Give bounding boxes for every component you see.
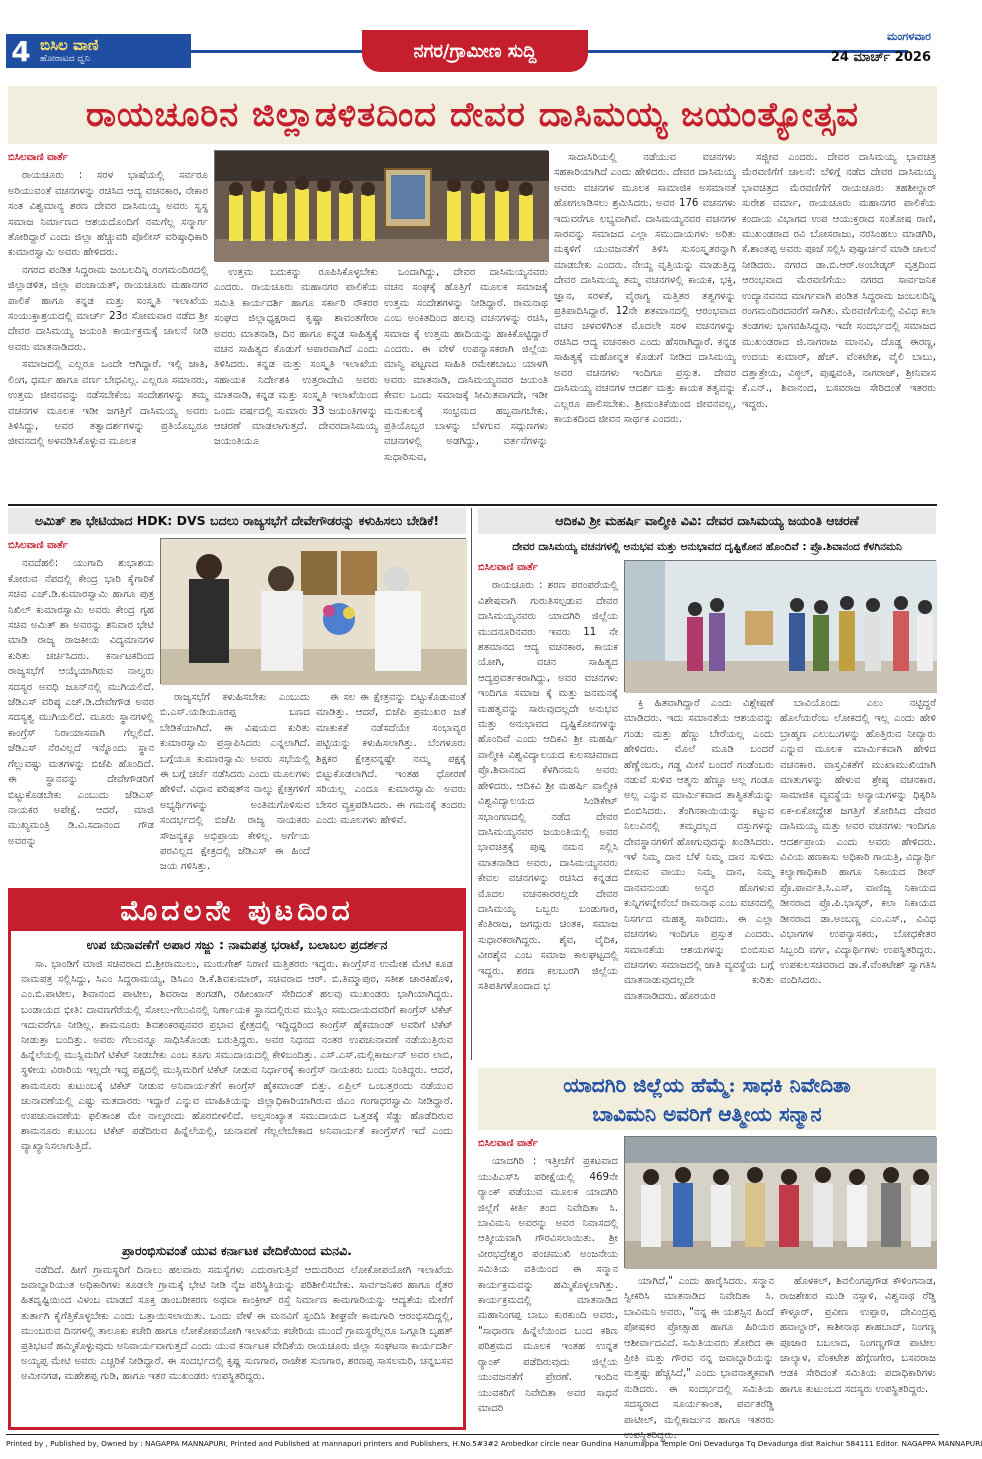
continued-box bbox=[8, 888, 466, 1430]
dateline bbox=[831, 30, 931, 65]
day-label: ಮಂಗಳವಾರ bbox=[886, 30, 931, 43]
story1-paragraph: ರಾಯಚೂರು : ಸರಳ ಭಾಷೆಯಲ್ಲಿ ಸರ್ವರೂ ಅರಿಯುವಂತೆ ವಚನಗಳನ್ನು ರಚಿಸಿದ ಆದ್ಯ ವಚನಕಾರ, ನೇಕಾರ ಸಂತ ವಿಶ್ವಮಾನ್ಯ ಶರಣ ದೇವರ ದಾಸಿಮಯ್ಯ ಅವರು ಸ್ವಸ್ಥ ಸಮಾಜ ನಿರ್ಮಾಣದ ಆಶಯದೊಂದಿಗೆ ನಮಗೆಲ್ಲ ಸನ್ಮಾರ್ಗ ತೋರಿದ್ದಾರೆ ಎಂದು ಜಿಲ್ಲಾ ಹೆಚ್ಚುವರಿ ಪೊಲೀಸ್ ವರಿಷ್ಠಾಧಿಕಾರಿ ಕುಮಾರಸ್ವಾಮಿ ಅವರು ಹೇಳಿದರು. bbox=[8, 170, 208, 259]
story4-headline-line2: ಬಾವಿಮನಿ ಅವರಿಗೆ ಆತ್ಮೀಯ ಸನ್ಮಾನ bbox=[592, 1102, 822, 1126]
story1-col4 bbox=[554, 150, 736, 500]
masthead bbox=[0, 0, 945, 84]
story2-byline: ಬಿಸಿಲವಾಣಿ ವಾರ್ತೆ bbox=[8, 540, 68, 551]
story3-headline: ಆದಿಕವಿ ಶ್ರೀ ಮಹರ್ಷಿ ವಾಲ್ಮೀಕಿ ವಿವಿ: ದೇವರ ದಾಸಿಮಯ್ಯ ಜಯಂತಿ ಆಚರಣೆ bbox=[478, 508, 936, 534]
story3-subheading: ದೇವರ ದಾಸಿಮಯ್ಯ ವಚನಗಳಲ್ಲಿ ಅನುಭವ ಮತ್ತು ಅನುಭಾವದ ದೃಷ್ಟಿಕೋನ ಹೊಂದಿವೆ : ಪ್ರೊ.ಶಿವಾನಂದ ಕೆಳಗಿನಮನಿ bbox=[512, 540, 902, 553]
story4-col3 bbox=[780, 1274, 936, 1430]
story1-paragraph: ಸಮಾಜದಲ್ಲಿ ಎಲ್ಲರೂ ಒಂದೇ ಆಗಿದ್ದಾರೆ. ಇಲ್ಲಿ ಜಾತಿ, ಲಿಂಗ, ಧರ್ಮ ಹಾಗೂ ವರ್ಣ ಬೇಧವಿಲ್ಲ. ಎಲ್ಲರೂ ಸಮಾನರು, ಉತ್ತಮ ಜೀವನವನ್ನು ನಡೆಸಬೇಕೆಂಬ ಸಂದೇಶಗಳನ್ನು ತಮ್ಮ ವಚನಗಳ ಮೂಲಕ ಇಡೀ ಜಗತ್ತಿಗೆ ದಾಸಿಮಯ್ಯ ಅವರು ತಿಳಿಸಿದ್ದು, ಅವರ ತತ್ವಾದರ್ಶಗಳನ್ನು ಪ್ರತಿಯೊಬ್ಬರೂ ಜೀವನದಲ್ಲಿ ಅಳವಡಿಸಿಕೊಳ್ಳುವ ಮೂಲಕ bbox=[8, 359, 208, 448]
story2-col1 bbox=[8, 538, 154, 880]
university-event-photo-icon bbox=[625, 561, 937, 693]
story4-paragraph: ಯಾಗಿದೆ," ಎಂದು ಹಾರೈಸಿದರು. ಸನ್ಮಾನ ಸ್ವೀಕರಿಸಿ ಮಾತನಾಡಿದ ನಿವೇದಿತಾ ಸಿ. ಬಾವಿಮನಿ ಅವರು, "ನನ್ನ ಈ ಯಶಸ್ಸಿನ ಹಿಂದೆ ಪೋಷಕರ ಪ್ರೋತ್ಸಾಹ ಹಾಗೂ ಹಿರಿಯರ ಆಶೀರ್ವಾದವಿದೆ. ಸಮಿತಿಯವರು ತೋರಿದ ಈ ಪ್ರೀತಿ ಮತ್ತು ಗೌರವ ನನ್ನ ಜವಾಬ್ದಾರಿಯನ್ನು ಮತ್ತಷ್ಟು ಹೆಚ್ಚಿಸಿದೆ," ಎಂದು ಭಾವನಾತ್ಮಕವಾಗಿ ನುಡಿದರು. ಈ ಸಂದರ್ಭದಲ್ಲಿ ಸಮಿತಿಯ ಸದಸ್ಯರಾದ ಸೂರ್ಯಕಾಂತ, ಪರ್ವತರೆಡ್ಡಿ ಪಾಟೀಲ್, ಮಲ್ಲಿಕಾರ್ಜುನ ಹಾಗೂ ಇತರರು ಉಪಸ್ಥಿತರಿದ್ದರು. bbox=[624, 1276, 774, 1442]
story1-byline: ಬಿಸಿಲವಾಣಿ ವಾರ್ತೆ bbox=[8, 152, 68, 163]
page-number: 4 bbox=[6, 35, 36, 68]
box-title: ಮೊದಲನೇ ಪುಟದಿಂದ bbox=[11, 891, 463, 931]
brand-tagline: ಹೋರಾಟದ ಧ್ವನಿ bbox=[40, 54, 90, 64]
story4-col2 bbox=[624, 1274, 774, 1442]
story2-col2 bbox=[160, 690, 310, 880]
story2-col3 bbox=[316, 690, 466, 880]
story3-paragraph: ಬಾವಿಯೊಂದು ಎಲು ನಟ್ಟಿದ್ದರೆ ಹೊಲೆಯರೆಂಬ ಲೋಕದಲ್ಲಿ ಇಲ್ಲ ಎಂದು ಹೇಳಿ ಬ್ರಾಹ್ಮಣ ಎಲುಬುಗಳನ್ನು ಹೊತ್ತಿರುವ ನೀವ್ಯಾರು ಎನ್ನುವ ಮೂಲಕ ಮಾರ್ಮಿಕವಾಗಿ ಹೇಳಿದ ವಚನಕಾರ. ವಾಸ್ತವಿಕತೆಗೆ ಮುಖಾಮುಖಿಯಾಗಿ ಮಾತುಗಳನ್ನು ಹೇಳುವ ಶ್ರೇಷ್ಠ ವಚನಕಾರ. ಸಾಮಾಜಿಕ ವ್ಯವಸ್ಥೆಯ ಅನ್ಯಾಯಗಳನ್ನು ಧಿಕ್ಕರಿಸಿ ಏಕ-ಏಕೋದ್ದೇಶ ಜಗತ್ತಿಗೆ ತೋರಿಸಿದ ದೇವರ ದಾಸಿಮಯ್ಯ ಮತ್ತು ಅವರ ವಚನಗಳು ಇಂದಿಗೂ ಆದರ್ಶಪ್ರಾಯ ಎಂದು ಅವರು ಹೇಳಿದರು. ವಿವಿಯ ಹಣಕಾಸು ಅಧಿಕಾರಿ ಗಾಯತ್ರಿ, ವಿದ್ಯಾರ್ಥಿ ಕಲ್ಯಾಣಾಧಿಕಾರಿ ಹಾಗೂ ನಿಕಾಯದ ಡೀನ್ ಪ್ರೊ.ಪಾರ್ವತಿ.ಸಿ.ಎಸ್, ವಾಣಿಜ್ಯ ನಿಕಾಯದ ಡೀನರಾದ ಪ್ರೊ.ಪಿ.ಭಾಸ್ಕರ್, ಕಲಾ ನಿಕಾಯದ ಡೀನರಾದ ಡಾ.ಅಂಬಣ್ಣ ಎಂ.ಎಸ್., ವಿವಿಧ ವಿಭಾಗಗಳ ಉಪನ್ಯಾಸಕರು, ಬೋಧಕೇತರ ಸಿಬ್ಬಂದಿ ವರ್ಗ, ವಿದ್ಯಾರ್ಥಿಗಳು ಉಪಸ್ಥಿತರಿದ್ದರು. ಉಪಕುಲಸಚಿವರಾದ ಡಾ.ಕೆ.ವೆಂಕಟೇಶ್ ಸ್ವಾಗತಿಸಿ ವಂದಿಸಿದರು. bbox=[780, 698, 936, 987]
story1-headline: ರಾಯಚೂರಿನ ಜಿಲ್ಲಾಡಳಿತದಿಂದ ದೇವರ ದಾಸಿಮಯ್ಯ ಜಯಂತ್ಯೋತ್ಸವ bbox=[8, 86, 937, 144]
story3-col1 bbox=[478, 560, 618, 1060]
meeting-photo-icon bbox=[161, 539, 467, 685]
story3-col2 bbox=[624, 696, 774, 1060]
box-paragraph: ಸಾ. ಭಾಂಡಿಗೆ ಮಾಜಿ ಸಚಿವರಾದ ಬಿ.ಶ್ರೀರಾಮುಲು, ಮುರುಗೇಶ್ ನಿರಾಣಿ ಮತ್ತಿತರರು ಇದ್ದರು. ಕಾಂಗ್ರೆಸ್‌ನ ಉಮೇಶ ಮೇಟಿ ಕೂಡ ನಾಮಪತ್ರ ಸಲ್ಲಿಸಿದ್ದು, ಸಿಎಂ ಸಿದ್ದರಾಮಯ್ಯ, ಡಿಸಿಎಂ ಡಿ.ಕೆ.ಶಿವಕುಮಾರ್, ಸಚಿವರಾದ ಆರ್. ಬಿ.ತಿಮ್ಮಾಪುರ, ಸತೀಶ ಜಾರಕಿಹೊಳಿ, ಎಂ.ಬಿ.ಪಾಟೀಲ, ಶಿವಾನಂದ ಪಾಟೀಲ, ಶಿವರಾಜ ತಂಗಡಗಿ, ರಹೀಂಖಾನ್ ಸೇರಿದಂತೆ ಹಲವು ಮುಖಂಡರು ಭಾಗಿಯಾಗಿದ್ದರು. ಬಂಡಾಯದ ಭೀತಿ: ದಾವಣಗೆರೆಯಲ್ಲಿ ಸೋಲು-ಗೆಲುವಿನಲ್ಲಿ ನಿರ್ಣಾಯಕ ಸ್ಥಾನದಲ್ಲಿರುವ ಮುಸ್ಲಿಂ ಸಮುದಾಯದವರಿಗೆ ಕಾಂಗ್ರೆಸ್ ಟಿಕೆಟ್ ಇದುವರೆಗೂ ನೀಡಿಲ್ಲ. ಶಾಮನೂರು ಶಿವಶಂಕರಪ್ಪನವರ ಪ್ರಭಾವ ಕ್ಷೇತ್ರದಲ್ಲಿ ಇದ್ದಿದ್ದರಿಂದ ಕಾಂಗ್ರೆಸ್ ಹೈಕಮಾಂಡ್ ಅವರಿಗೆ ಟಿಕೆಟ್ ನೀಡುತ್ತಾ ಬಂದಿತ್ತು. ಅವರು ಗೆಲುವನ್ನೂ ಸಾಧಿಸಿಕೊಂಡು ಬರುತ್ತಿದ್ದರು. ಅವರ ನಿಧನದ ನಂತರ ಉಪಚುನಾವಣೆ ನಡೆಯುತ್ತಿರುವ ಹಿನ್ನೆಲೆಯಲ್ಲಿ ಮುಸ್ಲಿಮರಿಗೆ ಟಿಕೆಟ್ ನೀಡಬೇಕು ಎಂಬ ಕೂಗು ಸಮುದಾಯದಲ್ಲಿ ಕೇಳಿಬಂದಿತ್ತು. ಎಸ್.ಎಸ್.ಮಲ್ಲಿಕಾರ್ಜುನ್ ಅವರ ಲಾಬಿ, ಸ್ಥಳೀಯ ವಿರಾರಿಯ ಇಲ್ಲದೇ ಇದ್ದ ಪಕ್ಷದಲ್ಲಿ ಮುಸ್ಲಿಮರಿಗೆ ಟಿಕೆಟ್ ನೀಡುವ ನಿರ್ಧಾರಕ್ಕೆ ಕಾಂಗ್ರೆಸ್ ನಾಯಕರು ಬಂದು ನಿಂತಿದ್ದರು. ಆದರೆ, ಶಾಮನೂರು ಕುಟುಂಬಕ್ಕೆ ಟಿಕೆಟ್ ನೀಡುವ ಅನಿವಾರ್ಯತೆಗೆ ಕಾಂಗ್ರೆಸ್ ಹೈಕಮಾಂಡ್ ಬಿತ್ತು. ಏಪ್ರಿಲ್ ಒಂಬತ್ತರಂದು ನಡೆಯುವ ಚುನಾವಣೆಯಲ್ಲಿ ಎಷ್ಟು ಮತದಾರರು ಇದ್ದಾರೆ ಎನ್ನುವ ಮಾಹಿತಿಯನ್ನು ಜಿಲ್ಲಾಧಿಕಾರಿಯಾಗಿರುವ ಜಿಎಂ ಗಂಗಾಧರಸ್ವಾಮಿ ನೀಡಿದ್ದಾರೆ. ಉಪಚುನಾವಣೆಯ ಫಲಿತಾಂಶ ಮೇ ನಾಲ್ಕರಂದು ಹೊರಬೀಳಲಿದೆ. ಅಲ್ಪಸಂಖ್ಯಾತ ಸಮುದಾಯದ ಒತ್ತಡಕ್ಕೆ ಸೆಡ್ಡು ಹೊಡೆದಿರುವ ಶಾಮನೂರು ಕುಟುಂಬ ಟಿಕೆಟ್ ಪಡೆದಿರುವ ಹಿನ್ನೆಲೆಯಲ್ಲಿ, ಚುನಾವಣೆ ಗೆಲ್ಲಲೇಬೇಕಾದ ಅನಿವಾರ್ಯತೆ ಕಾಂಗ್ರೆಸ್‌ಗೆ ಇದೆ ಎಂದು ವ್ಯಾಖ್ಯಾನಿಸಲಾಗುತ್ತಿದೆ. bbox=[21, 959, 453, 1153]
box-body-2 bbox=[21, 1263, 453, 1425]
story1-paragraph: ಉತ್ತಮ ಬದುಕನ್ನು ರೂಪಿಸಿಕೊಳ್ಳಬೇಕು ಎಂದರು. ರಾಯಚೂರು ಮಹಾನಗರ ಪಾಲಿಕೆಯ ಸಮಿತಿ ಕಾರ್ಯದರ್ಶಿ ಹಾಗೂ ಸರ್ಕಾರಿ ನೌಕರರ ಸಂಘದ ಜಿಲ್ಲಾಧ್ಯಕ್ಷರಾದ ಕೃಷ್ಣಾ ಶಾವಂತಗೇರಾ ಅವರು ಮಾತನಾಡಿ, ದಿನ ಹಾಗೂ ಕನ್ನಡ ಸಾಹಿತ್ಯಕ್ಕೆ ವಚನ ಸಾಹಿತ್ಯದ ಕೊಡುಗೆ ಅಪಾರವಾಗಿದೆ ಎಂದು ತಿಳಿಸಿದರು. ಕನ್ನಡ ಮತ್ತು ಸಂಸ್ಕೃತಿ ಇಲಾಖೆಯ ಸಹಾಯಕ ನಿರ್ದೇಶಕಿ ಉತ್ತರಾದೇವಿ ಅವರು ಮಾತನಾಡಿ, ಕನ್ನಡ ಮತ್ತು ಸಂಸ್ಕೃತಿ ಇಲಾಖೆಯಿಂದ ಒಂದು ವರ್ಷದಲ್ಲಿ ಸುಮಾರು 33 ಜಯಂತಿಗಳನ್ನು ಆಚರಣೆ ಮಾಡಲಾಗುತ್ತದೆ. ದೇವರದಾಸಿಮಯ್ಯ ಜಯಂತಿಯೂ bbox=[214, 267, 378, 448]
story2-headline: ಅಮಿತ್ ಶಾ ಭೇಟಿಯಾದ HDK: DVS ಬದಲು ರಾಜ್ಯಸಭೆಗೆ ದೇವೇಗೌಡರನ್ನು ಕಳುಹಿಸಲು ಬೇಡಿಕೆ! bbox=[8, 508, 466, 534]
box-body-1 bbox=[21, 957, 453, 1239]
brand-name: ಬಿಸಿಲ ವಾಣಿ bbox=[40, 36, 99, 54]
masthead-rule-left bbox=[190, 50, 362, 53]
story1-col3 bbox=[384, 265, 548, 500]
section-label: ನಗರ/ಗ್ರಾಮೀಣ ಸುದ್ದಿ bbox=[362, 30, 588, 72]
story4-headline bbox=[478, 1068, 936, 1130]
story1-paragraph: ನಗರದ ಪಂಡಿತ ಸಿದ್ದರಾಮ ಜಂಬಲದಿನ್ನಿ ರಂಗಮಂದಿರದಲ್ಲಿ ಜಿಲ್ಲಾಡಳಿತ, ಜಿಲ್ಲಾ ಪಂಚಾಯತ್, ರಾಯಚೂರು ಮಹಾನಗರ ಪಾಲಿಕೆ ಹಾಗೂ ಕನ್ನಡ ಮತ್ತು ಸಂಸ್ಕೃತಿ ಇಲಾಖೆಯ ಸಂಯುಕ್ತಾಶ್ರಯದಲ್ಲಿ ಮಾರ್ಚ್ 23ರ ಸೋಮವಾರ ನಡೆದ ಶ್ರೀ ದೇವರ ದಾಸಿಮಯ್ಯ ಜಯಂತಿ ಕಾರ್ಯಕ್ರಮಕ್ಕೆ ಚಾಲನೆ ನೀಡಿ ಅವರು ಮಾತನಾಡಿದರು. bbox=[8, 264, 208, 353]
story2-paragraph: ರಾಜ್ಯಸಭೆಗೆ ಕಳುಹಿಸಬೇಕು ಎಂಬುದು ಬಿ.ಎಸ್.ಯಡಿಯೂರಪ್ಪ ಬಣದ ಬೇಡಿಕೆಯಾಗಿದೆ. ಈ ವಿಷಯದ ಕುರಿತು ಕುಮಾರಸ್ವಾಮಿ ಪ್ರಸ್ತಾಪಿಸಿದರು ಎನ್ನಲಾಗಿದೆ. ಬಗ್ಗೆಯೂ ಕುಮಾರಸ್ವಾಮಿ ಅವರು ಸಭೆಯಲ್ಲಿ ಈ ಬಗ್ಗೆ ಚರ್ಚೆ ನಡೆಸಿದರು ಎಂದು ಮೂಲಗಳು ಹೇಳಿವೆ. ವಿಧಾನ ಪರಿಷತ್‌ನ ನಾಲ್ಕು ಕ್ಷೇತ್ರಗಳಿಗೆ ಅಭ್ಯರ್ಥಿಗಳನ್ನು ಅಂತಿಮಗೊಳಿಸುವ ಸಂದರ್ಭದಲ್ಲಿ ಬಿಜೆಪಿ ರಾಜ್ಯ ನಾಯಕರು ಸೌಜನ್ಯಕ್ಕೂ ಅಭಿಪ್ರಾಯ ಕೇಳಿಲ್ಲ. ಅರ್ಗೆಯ ಪರವಿಲ್ಲದ ಕ್ಷೇತ್ರದಲ್ಲಿ ಜೆಡಿಎಸ್ ಈ ಹಿಂದೆ ಜಯ ಗಳಿಸಿತ್ತು. bbox=[160, 692, 310, 873]
story2-paragraph: ಈ ಸಲ ಈ ಕ್ಷೇತ್ರವನ್ನು ಬಿಟ್ಟುಕೊಡುವಂತೆ ಮಾಡಿತ್ತು. ಆದರೆ, ಬಿಜೆಪಿ ಪ್ರಮುಖರ ಜತೆ ಮಾತುಕತೆ ನಡೆಸದೆಯೇ ಸಂಭಾವ್ಯರ ಪಟ್ಟಿಯನ್ನು ಕಳುಹಿಸಲಾಗಿತ್ತು. ಬೆಂಗಳೂರು ಶಿಕ್ಷಕರ ಕ್ಷೇತ್ರವನ್ನಷ್ಟೇ ನಮ್ಮ ಪಕ್ಷಕ್ಕೆ ಬಿಟ್ಟುಕೊಡಲಾಗಿದೆ. ಇಂತಹ ಧೋರಣೆ ಸರಿಯಲ್ಲ ಎಂದೂ ಕುಮಾರಸ್ವಾಮಿ ಅವರು ಬೇಸರ ವ್ಯಕ್ತಪಡಿಸಿದರು. ಈ ಗಮನಕ್ಕೆ ತಂದರು ಎಂದು ಮೂಲಗಳು ಹೇಳಿವೆ. bbox=[316, 692, 466, 827]
story4-photo bbox=[624, 1136, 936, 1268]
story4-headline-line1: ಯಾದಗಿರಿ ಜಿಲ್ಲೆಯ ಹೆಮ್ಮೆ: ಸಾಧಕಿ ನಿವೇದಿತಾ bbox=[563, 1073, 851, 1097]
story1-col2 bbox=[214, 265, 378, 500]
printer-imprint: Printed by , Published by, Owned by : NAGAPPA MANNAPURI, Printed and Published at mannapuri printers and Publishers, H.No.5#3#2 Ambedkar circle near Gundina Hanumappa Temple Oni Devadurga Tq Devadurga dist Raichur 584111 Editor. NAGAPPA MANNAPURI bbox=[6, 1434, 939, 1452]
date-label: 24 ಮಾರ್ಚ್ 2026 bbox=[830, 50, 931, 65]
story1-paragraph: ಸಾದಾಸಿರಿಯಲ್ಲಿ ನಡೆಯುವ ವಚನಗಳು ಸಹಕಾರಿಯಾಗಿದೆ ಎಂದು ಹೇಳಿದರು. ದೇವರ ದಾಸಿಮಯ್ಯ ಅವರು ವಚನಗಳ ಮೂಲಕ ಸಾಮಾಜಿಕ ಅಸಮಾನತೆ ಹೋಗಲಾಡಿಸಲು ಶ್ರಮಿಸಿದರು. ಅವರ 176 ವಚನಗಳು ಇದುವರೆಗೂ ಲಭ್ಯವಾಗಿವೆ. ದಾಸಿಮಯ್ಯನವರ ವಚನಗಳ ಸಾರವನ್ನು ಸಮಾಜದ ಎಲ್ಲಾ ಸಮುದಾಯಗಳು ಅರಿತು ಮಕ್ಕಳಿಗೆ ಯುವಜನತೆಗೆ ತಿಳಿಸಿ ಸುಸಂಸ್ಕೃತರನ್ನಾಗಿ ಮಾಡಬೇಕು ಎಂದರು. ನೇಯ್ದ ವೃತ್ತಿಯನ್ನು ಮಾಡುತ್ತಿದ್ದ ದೇವರ ದಾಸಿಮಯ್ಯ ತಮ್ಮ ವಚನಗಳಲ್ಲಿ ಕಾಯಕ, ಭಕ್ತಿ, ಜ್ಞಾನ, ಸರಳತೆ, ವೈರಾಗ್ಯ ಮತ್ತಿತರ ತತ್ವಗಳನ್ನು ಪ್ರತಿಪಾದಿಸಿದ್ದಾರೆ. 12ನೇ ಶತಮಾನದಲ್ಲಿ ಆರಂಭವಾದ ವಚನ ಚಳವಳಿಗಿಂತ ಮೊದಲೇ ಸರಳ ವಚನಗಳನ್ನು ರಚಿಸಿದ ಆದ್ಯ ವಚನಕಾರ ಎಂದು ಹೆಸರಾಗಿದ್ದಾರೆ. ಕನ್ನಡ ಸಾಹಿತ್ಯಕ್ಕೆ ಮಹೋನ್ನತ ಕೊಡುಗೆ ನೀಡಿದ ದಾಸಿಮಯ್ಯ ಅವರ ವಚನಗಳು ಇಂದಿಗೂ ಪ್ರಸ್ತುತ. ದೇವರ ದಾಸಿಮಯ್ಯ ವಚನಗಳ ಆದರ್ಶ ಮತ್ತು ಕಾಯಕ ತತ್ವವನ್ನು ಎಲ್ಲರೂ ಪಾಲಿಸಬೇಕು. ಶ್ರೀಮಂತಿಕೆಯಿಂದ ಜೀವನವಲ್ಲ, ಕಾಯಕದಿಂದ ಜೀವನ ಸಾರ್ಥಕ ಎಂದರು. bbox=[554, 152, 736, 425]
story4-col1 bbox=[478, 1136, 618, 1430]
divider bbox=[8, 504, 937, 506]
box-paragraph: ನಡೆದಿದೆ. ಹೀಗೆ ಗ್ರಾಮಸ್ಥರಿಗೆ ದಿನಾಲು ಹಲವಾರು ಸಮಸ್ಯೆಗಳು ಎದುರಾಗುತ್ತಿವೆ ಆದುದರಿಂದ ಲೋಕೋಪಯೋಗಿ ಇಲಾಖೆಯ ಜವಾಬ್ದಾರಿಯುತ ಅಧಿಕಾರಿಗಳು ಕೂಡಲೇ ಗ್ರಾಮಕ್ಕೆ ಭೇಟಿ ನೀಡಿ ನೈಜ ಪರಿಸ್ಥಿತಿಯನ್ನು ಪರಿಶೀಲಿಸಬೇಕು. ಸಾರ್ವಜನಿಕರ ಹಾಗೂ ರೈತರ ಹಿತದೃಷ್ಟಿಯಿಂದ ವಿಳಂಬ ಮಾಡದೆ ಸೂಕ್ತ ಡಾಂಬರೀಕರಣ ಅಥವಾ ಕಾಂಕ್ರೀಟ್ ರಸ್ತೆ ನಿರ್ಮಾಣ ಕಾಮಗಾರಿಯನ್ನು ಆದ್ಯತೆಯ ಮೇರೆಗೆ ತುರ್ತಾಗಿ ಕೈಗೆತ್ತಿಕೊಳ್ಳಬೇಕು ಎಂದು ಒತ್ತಾಯಿಸಲಾಯಿತು. ಒಂದು ವೇಳೆ ಈ ಮನವಿಗೆ ಸ್ಪಂದಿಸಿ ಶೀಘ್ರವೇ ಕಾಮಗಾರಿ ಆರಂಭಿಸದಿದ್ದಲ್ಲಿ, ಮುಂಬರುವ ದಿನಗಳಲ್ಲಿ ತಾಲೂಕು ಕಚೇರಿ ಹಾಗೂ ಲೋಕೋಪಯೋಗಿ ಇಲಾಖೆಯ ಕಚೇರಿಯ ಮುಂದೆ ಗ್ರಾಮಸ್ಥರೆಲ್ಲರೂ ಒಗ್ಗೂಡಿ ಬೃಹತ್ ಪ್ರತಿಭಟನೆ ಹಮ್ಮಿಕೊಳ್ಳುವುದು ಅನಿವಾರ್ಯವಾಗುತ್ತದೆ ಎಂದು ಯುವ ಕರ್ನಾಟಕ ವೇದಿಕೆಯ ರಾಯಚೂರು ಜಿಲ್ಲಾ ಸಂಘಟನಾ ಕಾರ್ಯದರ್ಶಿ ಅಯ್ಯಪ್ಪ ಮೇಟಿ ಅವರು ಎಚ್ಚರಿಕೆ ನೀಡಿದ್ದಾರೆ. ಈ ಸಂದರ್ಭದಲ್ಲಿ ಕೃಷ್ಣ ಸುಣಗಾರ, ರಾಜೇಶ ಸುಣಗಾರ, ಶರಣಪ್ಪ ಸಾಸಲಮರಿ, ಚನ್ನಬಸವ ಅಮೀನಗಡ, ಮಹೇಶಪ್ಪ ಗುಡಿ, ಹಾಗೂ ಇತರ ಮುಖಂಡರು ಉಪಸ್ಥಿತರಿದ್ದರು. bbox=[21, 1265, 453, 1383]
story3-paragraph: ಕ್ತಿ ಹಿತವಾಗಿದ್ದಾರೆ ಎಂದು ವಿಶ್ಲೇಷಣೆ ಮಾಡಿದರು. ಇದು ಸಮಾನತೆಯ ಆಶಯವನ್ನು ಗಂಡು ಮತ್ತು ಹೆಣ್ಣು ಬೇರೆಯಲ್ಲ ಎಂದು ಹೇಳಿದರು. ಮೊಲೆ ಮೂಡಿ ಬಂದರೆ ಹೆಣ್ಣೆಂಬರು, ಗಡ್ಡ ಮೀಸೆ ಬಂದರೆ ಗಂಡೆಂಬರು ನಡುವೆ ಸುಳಿವ ಆತ್ಮನು ಹೆಣ್ಣೂ ಅಲ್ಲ ಗಂಡೂ ಅಲ್ಲ ಎನ್ನುವ ಮಾರ್ಮಿಕವಾದ ತಾತ್ವಿಕತೆಯನ್ನು ಬಿಂಬಿಸಿದರು. ತೆಂಗಿನಕಾಯಿಯನ್ನು ಕಟ್ಟುವ ನಿಲುವಿನಲ್ಲಿ ತಮ್ಮದಲ್ಲದ ವಸ್ತುಗಳನ್ನು ದೇವಸ್ಥಾನಗಳಿಗೆ ಹೋಗುವುದನ್ನು ಖಂಡಿಸಿದರು. ಇಳೆ ನಿಮ್ಮ ದಾನ ಬೆಳೆ ನಿಮ್ಮ ದಾನ ಸುಳಿದು ಬೀಸುವ ವಾಯು ನಿಮ್ಮ ದಾನ, ನಿಮ್ಮ ದಾನವನುಂಡು ಅನ್ಯರ ಹೊಗಳುವ ಕುನ್ನಿಗಳನ್ನೇನೆಂಬೆ ರಾಮನಾಥ ಎಂಬ ವಚನದಲ್ಲಿ ನಿಸರ್ಗದ ಮಹತ್ವ ಸಾರಿದರು. ಈ ಎಲ್ಲಾ ವಚನಗಳು ಇಂದಿಗೂ ಪ್ರಸ್ತುತ ಎಂದರು. ಸಮಾನತೆಯ ಆಶಯಗಳನ್ನು ಬಿಂಬಿಸುವ ವಚನಗಳು ಸಮಾಜದಲ್ಲಿ ಜಾತಿ ವ್ಯವಸ್ಥೆಯ ಬಗ್ಗೆ ಮಾತನಾಡುವುದಲ್ಲದೇ ಕುರಿತು ಮಾತನಾಡಿದರು. ಹೊರಯರ bbox=[624, 698, 774, 1002]
story4-paragraph: ಯಾದಗಿರಿ : ಇತ್ತೀಚೆಗೆ ಪ್ರಕಟವಾದ ಯುಪಿಎಸ್‌ಸಿ ಪರೀಕ್ಷೆಯಲ್ಲಿ 469ನೇ ರ‍್ಯಾಂಕ್ ಪಡೆಯುವ ಮೂಲಕ ಯಾದಗಿರಿ ಜಿಲ್ಲೆಗೆ ಕೀರ್ತಿ ತಂದ ನಿವೇದಿತಾ ಸಿ. ಬಾವಿಮನಿ ಅವರನ್ನು ಅವರ ನಿವಾಸದಲ್ಲಿ ಆತ್ಮೀಯವಾಗಿ ಗೌರವಿಸಲಾಯಿತು. ಶ್ರೀ ವೀರಭದ್ರೇಶ್ವರ ಪಂಚಮುಖಿ ಅಂಜನೇಯ ಸಮಿತಿಯ ವತಿಯಿಂದ ಈ ಸನ್ಮಾನ ಕಾರ್ಯಕ್ರಮವನ್ನು ಹಮ್ಮಿಕೊಳ್ಳಲಾಗಿತ್ತು. ಕಾರ್ಯಕ್ರಮದಲ್ಲಿ ಮಾತನಾಡಿದ ಮಹಾನಿಂಗಪ್ಪ ಬಾಬು ಕುರಕುಂದಿ ಅವರು, "ಸಾಧಾರಣ ಹಿನ್ನೆಲೆಯಿಂದ ಬಂದ ಕಠಿಣ ಪರಿಶ್ರಮದ ಮೂಲಕ ಇಂತಹ ಉನ್ನತ ರ‍್ಯಾಂಕ್ ಪಡೆದಿರುವುದು ಜಿಲ್ಲೆಯ ಯುವಜನತೆಗೆ ಪ್ರೇರಣೆ. ಇಂದಿನ ಯುವಕರಿಗೆ ನಿವೇದಿತಾ ಅವರ ಸಾಧನೆ ಮಾದರಿ bbox=[478, 1156, 618, 1414]
story3-paragraph: ರಾಯಚೂರು : ಶರಣ ಪರಂಪರೆಯಲ್ಲಿ ವಿಶೇಷವಾಗಿ ಗುರುತಿಸಲ್ಪಡುವ ದೇವರ ದಾಸಿಮಯ್ಯನವರು ಯಾದಗಿರಿ ಜಿಲ್ಲೆಯ ಮುದನೂರಿನವರು ಇವರು 11 ನೇ ಶತಮಾನದ ಆದ್ಯ ವಚನಕಾರ, ಕಾಯಕ ಯೋಗಿ, ವಚನ ಸಾಹಿತ್ಯದ ಆದ್ಯಪ್ರವರ್ತಕರಾಗಿದ್ದು, ಅವರ ವಚನಗಳು ಇಂದಿಗೂ ಸಮಾಜ ಕ್ಕೆ ಮತ್ತು ಜನಮನಕ್ಕೆ ಮಹತ್ವವನ್ನು ಸಾರುವುದಲ್ಲದೇ ಅನುಭವ ಮತ್ತು ಅನುಭಾವದ ದೃಷ್ಟಿಕೋನಗಳನ್ನು ಹೊಂದಿವೆ ಎಂದು ಆದಿಕವಿ ಶ್ರೀ ಮಹರ್ಷಿ ವಾಲ್ಮೀಕಿ ವಿಶ್ವವಿದ್ಯಾಲಯದ ಕುಲಸಚಿವರಾದ ಪ್ರೊ.ಶಿವಾನಂದ ಕೆಳಗಿನಮನಿ ಅವರು ಹೇಳಿದರು. ಆದಿಕವಿ ಶ್ರೀ ಮಹರ್ಷಿ ವಾಲ್ಮೀಕಿ ವಿಶ್ವವಿದ್ಯಾಲಯದ ಸಿಂಡಿಕೇಟ್ ಸಭಾಂಗಣದಲ್ಲಿ ನಡೆದ ದೇವರ ದಾಸಿಮಯ್ಯನವರ ಜಯಂತಿಯಲ್ಲಿ ಅವರ ಭಾವಚಿತ್ರಕ್ಕೆ ಪುಷ್ಪ ನಮನ ಸಲ್ಲಿಸಿ ಮಾತನಾಡಿದ ಅವರು, ದಾಸಿಮಯ್ಯನವರು ಕೇವಲ ವಚನಗಳನ್ನು ರಚಿಸಿದ ಕನ್ನಡದ ಮೊದಲ ವಚನಕಾರರಲ್ಲದೇ ದೇವರ ದಾಸಿಮಯ್ಯ ಒಬ್ಬರು ಬಂಡುಗಾರ, ಕೆಂತಿರಾಜ, ಜಗದ್ಗುರು ಚಿಂತಕ, ಸಮಾಜ ಸುಧಾರಕರಾಗಿದ್ದರು. ಶೈವ, ವೈದಿಕ, ವೀರಶೈವ ಎಂಬ ಸಮಾಜ ಕಾಲಘಟ್ಟದಲ್ಲಿ ಇದ್ದರು. ಶರಣ ಕಲಬುರಗಿ ಜಿಲ್ಲೆಯ ಸತಿಪತಿಗಳೊಂದಾದ ಭ bbox=[478, 580, 618, 992]
box-subheading: ಉಪ ಚುನಾವಣೆಗೆ ಅಪಾರ ಸಜ್ಜು : ನಾಮಪತ್ರ ಭರಾಟೆ, ಬಲಾಬಲ ಪ್ರದರ್ಶನ bbox=[86, 937, 388, 952]
story4-byline: ಬಿಸಿಲವಾಣಿ ವಾರ್ತೆ bbox=[478, 1138, 538, 1149]
story3-col3 bbox=[780, 696, 936, 1060]
felicitation-photo-icon bbox=[625, 1137, 937, 1269]
story2-photo bbox=[160, 538, 466, 684]
brand-block bbox=[6, 34, 191, 68]
story1-col1 bbox=[8, 150, 208, 500]
box-subheading-2: ಪ್ರಾರಂಭಿಸುವಂತೆ ಯುವ ಕರ್ನಾಟಕ ವೇದಿಕೆಯಿಂದ ಮನವಿ. bbox=[122, 1243, 352, 1258]
story1-photo bbox=[214, 150, 548, 261]
story1-paragraph: ಒಂದಾಗಿದ್ದು, ದೇವರ ದಾಸಿಮಯ್ಯನವರು ವಚನ ಸಂಘಕ್ಕೆ ಹೊತ್ತಿಗೆ ಮೂಲಕ ಸಮಾಜಕ್ಕೆ ಉತ್ತಮ ಸಂದೇಶಗಳನ್ನು ನೀಡಿದ್ದಾರೆ. ರಾಮನಾಥ ಎಂಬ ಅಂಕಿತದಿಂದ ಹಲವು ವಚನಗಳನ್ನು ರಚಿಸಿ, ಸಮಾಜ ಕ್ಕೆ ಉತ್ತಮ ಹಾದಿಯನ್ನು ಹಾಕಿಕೊಟ್ಟಿದ್ದಾರೆ ಎಂದರು. ಈ ವೇಳೆ ಉಪನ್ಯಾಸಕರಾಗಿ ಜಿಲ್ಲೆಯ ಮಾನ್ವಿ ಪಟ್ಟಣದ ಸಾಹಿತಿ ರಮೇಶಬಾಬು ಯಾಳಗಿ ಅವರು ಮಾತನಾಡಿ, ದಾಸಿಮಯ್ಯನವರ ಜಯಂತಿ ಕೇವಲ ಒಂದು ಸಮಾಜಕ್ಕೆ ಸೀಮಿತವಾಗದೇ, ಇಡೀ ಮನುಕುಲಕ್ಕೆ ಸಂಭ್ರಮದ ಹಬ್ಬವಾಗಬೇಕು. ಪ್ರತಿಯೊಬ್ಬರ ಬಾಳನ್ನು ಬೆಳಗುವ ಸದ್ಗುಣಗಳು ವಚನಗಳಲ್ಲಿ ಅಡಗಿದ್ದು, ವರ್ತನೆಗಳನ್ನು ಸುಧಾರಿಸುವ, bbox=[384, 267, 548, 463]
story1-paragraph: ಸಜ್ಜೀವ ಎಂದರು. ದೇವರ ದಾಸಿಮಯ್ಯ ಭಾವಚಿತ್ರ ಮೆರವಣಿಗೆಗೆ ಚಾಲನೆ: ಬೆಳಿಗ್ಗೆ ನಡೆದ ದೇವರ ದಾಸಿಮಯ್ಯ ಭಾವಚಿತ್ರದ ಮೆರವಣಿಗೆಗೆ ರಾಯಚೂರು ತಹಶೀಲ್ದಾರ್ ಸುರೇಶ ವರ್ಮಾ, ರಾಯಚೂರು ಮಹಾನಗರ ಪಾಲಿಕೆಯ ಕಂದಾಯ ವಿಭಾಗದ ಉಪ ಆಯುಕ್ತರಾದ ಸಂತೋಷ ರಾಣಿ, ಮುಖಂಡರಾದ ರವಿ ಬೋಸರಾಜು, ನರಸಿಂಹಲು ಮಾಡಗಿರಿ, ಕೆ.ಶಾಂತಪ್ಪ ಅವರು ಪೂಜೆ ಸಲ್ಲಿಸಿ ಪುಷ್ಪಾರ್ಚನೆ ಮಾಡಿ ಚಾಲನೆ ನೀಡಿದರು. ನಗರದ ಡಾ.ಬಿ.ಆರ್.ಅಂಬೇಡ್ಕರ್ ವೃತ್ತದಿಂದ ಆರಂಭವಾದ ಮೆರವಣಿಗೆಯು ನಗರದ ಸಾರ್ವಜನಿಕ ಉದ್ಯಾನವನದ ಮಾರ್ಗವಾಗಿ ಪಂಡಿತ ಸಿದ್ಧರಾಮ ಜಂಬಲದಿನ್ನಿ ರಂಗಮಂದಿರದವರೆಗೆ ಸಾಗಿತು. ಮೆರವಣಿಗೆಯಲ್ಲಿ ವಿವಿಧ ಕಲಾ ತಂಡಗಳು ಭಾಗವಹಿಸಿದ್ದವು. ಇದೇ ಸಂದರ್ಭದಲ್ಲಿ ಸಮಾಜದ ಮುಖಂಡರಾದ ಜಿ.ನಾಗರಾಜ ಮಾನವಿ, ದೊಡ್ಡ ಈರಣ್ಣ, ಉದಯ ಕುಮಾರ್, ಹೆಚ್. ವೆಂಕಟೇಶ, ವೈಲಿ ಬಾಬು, ದತ್ತಾತ್ರೇಯ, ವಿಠ್ಠಲ್, ಪುಷ್ಪವಂತಿ, ನಾಗರಾಜ್, ಶ್ರೀನಿವಾಸ ಕೆ.ಎನ್., ಶಿವಾನಂದ, ಬಸವರಾಜ ಸೇರಿದಂತೆ ಇತರರು ಇದ್ದರು. bbox=[742, 152, 936, 410]
ceremony-photo-icon bbox=[215, 151, 549, 262]
story3-byline: ಬಿಸಿಲವಾಣಿ ವಾರ್ತೆ bbox=[478, 562, 538, 573]
story1-col5 bbox=[742, 150, 936, 500]
story4-paragraph: ಹೊಳಕಲ್, ಶಿವಲಿಂಗಪ್ಪಗೌಡ ಕೌಳಿಂಗನಾಡ, ರಾಜಶೇಖರ ಮುಡಿ ನಸ್ಸಾಳಿ, ವಿಶ್ವನಾಥ ರೆಡ್ಡಿ ಕೌಳ್ಳೂರ್, ಪ್ರವೀಣ ಉಪ್ಪಾರ, ದೇವಿಂದ್ರಪ್ಪ ಹವಾಲ್ದಾರ್, ಕಾಶೀನಾಥ ಶಾಹಬಾದ್, ನಿಂಗಣ್ಣ ಪೂಜಾರ ಬಬಲಾದ, ನಿಂಗಣ್ಣಗೌಡ ಪಾಟೀಲ ಜಾಲ್ಯಾಳ, ವೆಂಕಟೇಶ ಹೆಗ್ಗೆಣಗೇರ, ಬಸವರಾಜ ಆಡಕಿ ಸೇರಿದಂತೆ ಸಮಿತಿಯ ಪದಾಧಿಕಾರಿಗಳು ಹಾಗೂ ಕುಟುಂಬದ ಸದಸ್ಯರು ಉಪಸ್ಥಿತರಿದ್ದರು. bbox=[780, 1276, 936, 1395]
story3-photo bbox=[624, 560, 936, 692]
column-divider bbox=[471, 508, 472, 1060]
story2-paragraph: ನವದೆಹಲಿ: ಯುಗಾದಿ ಶುಭಾಶಯ ಕೋರುವ ನೆಪದಲ್ಲಿ ಕೇಂದ್ರ ಭಾರಿ ಕೈಗಾರಿಕೆ ಸಚಿವ ಎಚ್.ಡಿ.ಕುಮಾರಸ್ವಾಮಿ ಹಾಗೂ ಪುತ್ರ ನಿಖಿಲ್ ಕುಮಾರಸ್ವಾಮಿ ಅವರು ಕೇಂದ್ರ ಗೃಹ ಸಚಿವ ಅಮಿತ್ ಶಾ ಅವರನ್ನು ಶನಿವಾರ ಭೇಟಿ ಮಾಡಿ ರಾಜ್ಯ ರಾಜಕೀಯ ವಿದ್ಯಮಾನಗಳ ಕುರಿತು ಚರ್ಚಿಸಿದರು. ಕರ್ನಾಟಕದಿಂದ ರಾಜ್ಯಸಭೆಗೆ ಆಯ್ಕೆಯಾಗಿರುವ ನಾಲ್ವರು ಸದಸ್ಯರ ಅವಧಿ ಜೂನ್‌ನಲ್ಲಿ ಮುಗಿಯಲಿದೆ. ಜೆಡಿಎಸ್ ವರಿಷ್ಠ ಎಚ್.ಡಿ.ದೇವೇಗೌಡ ಅವರ ಸದಸ್ಯತ್ವ ಮುಗಿಯಲಿದೆ. ಮೂರು ಸ್ಥಾನಗಳಲ್ಲಿ ಕಾಂಗ್ರೆಸ್ ನಿರಾಯಾಸವಾಗಿ ಗೆಲ್ಲಲಿದೆ. ಜೆಡಿಎಸ್ ನೆರವಿಲ್ಲದೆ ಇನ್ನೊಂದು ಸ್ಥಾನ ಗೆಲ್ಲುವಷ್ಟು ಮತಗಳನ್ನು ಬಿಜೆಪಿ ಹೊಂದಿದೆ. ಈ ಸ್ಥಾನವನ್ನು ದೇವೇಗೌಡರಿಗೆ ಬಿಟ್ಟುಕೊಡಬೇಕು ಎಂಬುದು ಜೆಡಿಎಸ್ ನಾಯಕರ ಅಪೇಕ್ಷೆ. ಆದರೆ, ಮಾಜಿ ಮುಖ್ಯಮಂತ್ರಿ ಡಿ.ವಿ.ಸದಾನಂದ ಗೌಡ ಅವರನ್ನು bbox=[8, 558, 154, 847]
